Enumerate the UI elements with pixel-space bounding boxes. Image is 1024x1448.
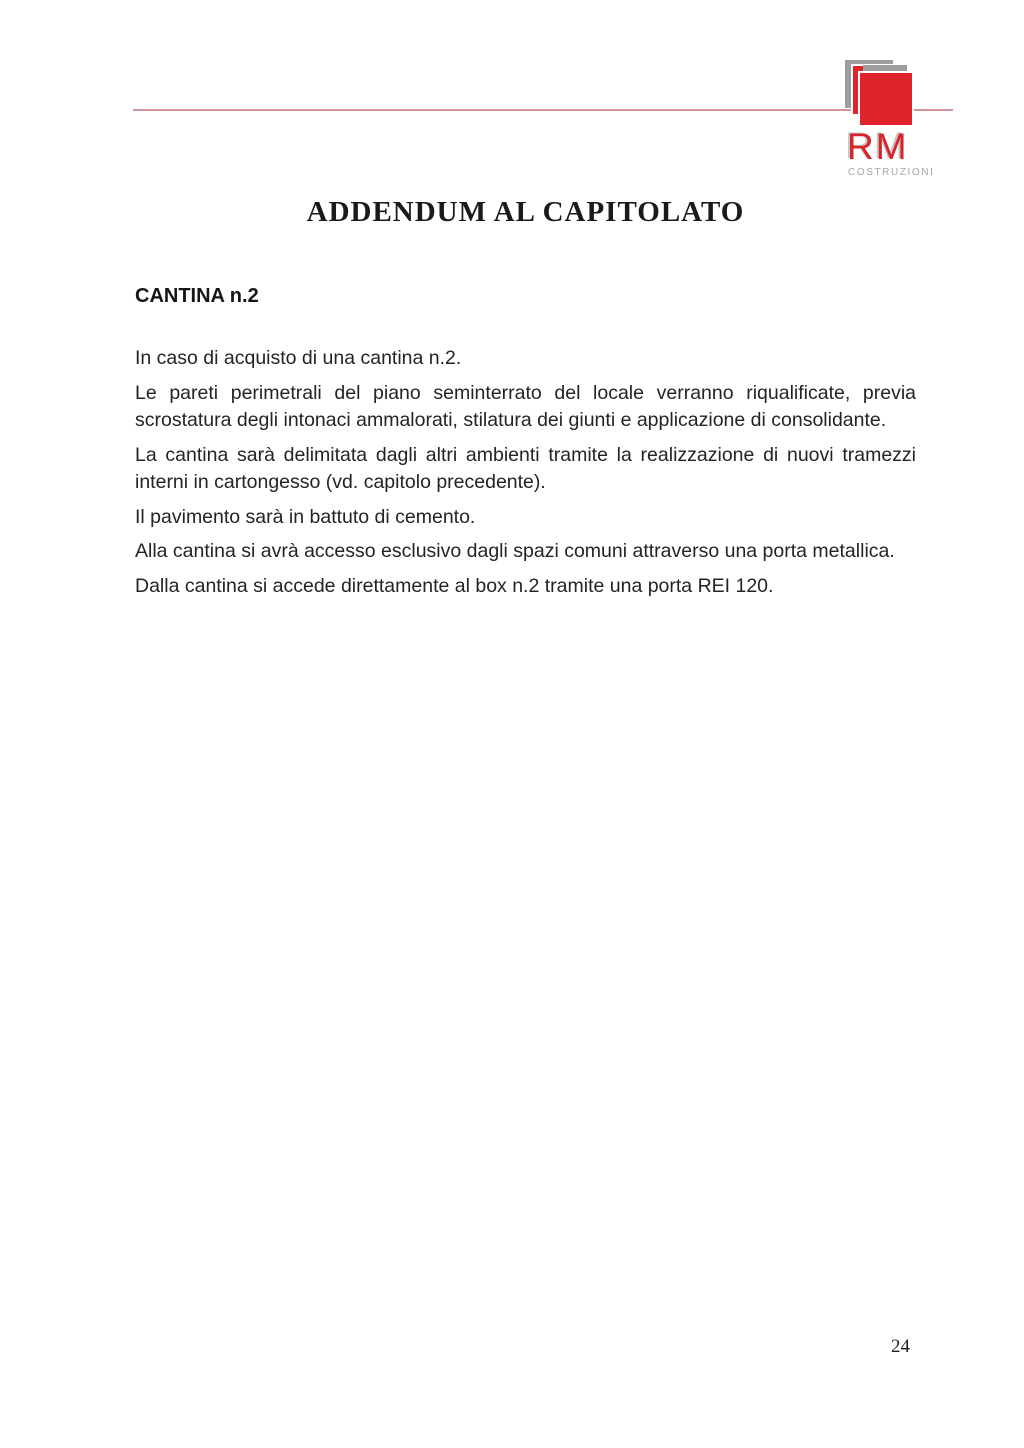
page-number: 24	[891, 1336, 910, 1357]
paragraph-box-door: Dalla cantina si accede direttamente al box n.2 tramite una porta REI 120.	[135, 574, 774, 597]
section-heading: CANTINA n.2	[135, 285, 259, 307]
paragraph-access: Alla cantina si avrà accesso esclusivo dagli spazi comuni attraverso una porta metallica.	[135, 540, 895, 562]
header-rule-line	[133, 109, 953, 111]
paragraph-partitions: La cantina sarà delimitata dagli altri ambienti tramite la realizzazione di nuovi tramezzi interni in cartongesso (vd. capitolo precedente).	[135, 443, 916, 493]
paragraph-floor: Il pavimento sarà in battuto di cemento.	[135, 505, 476, 528]
body-text-block	[135, 345, 916, 607]
paragraph-walls: Le pareti perimetrali del piano seminterrato del locale verranno riqualificate, previa scrostatura degli intonaci ammalorati, stilatura dei giunti e applicazione di consolidante.	[135, 381, 916, 431]
paragraph-intro: In caso di acquisto di una cantina n.2.	[135, 347, 462, 369]
page-title: ADDENDUM AL CAPITOLATO	[306, 196, 745, 228]
logo-subtitle: COSTRUZIONI	[848, 167, 935, 178]
logo-squares-icon	[843, 56, 917, 130]
logo-name: RM	[847, 126, 909, 167]
logo-square-red-front-icon	[860, 73, 912, 125]
company-logo	[843, 56, 973, 178]
